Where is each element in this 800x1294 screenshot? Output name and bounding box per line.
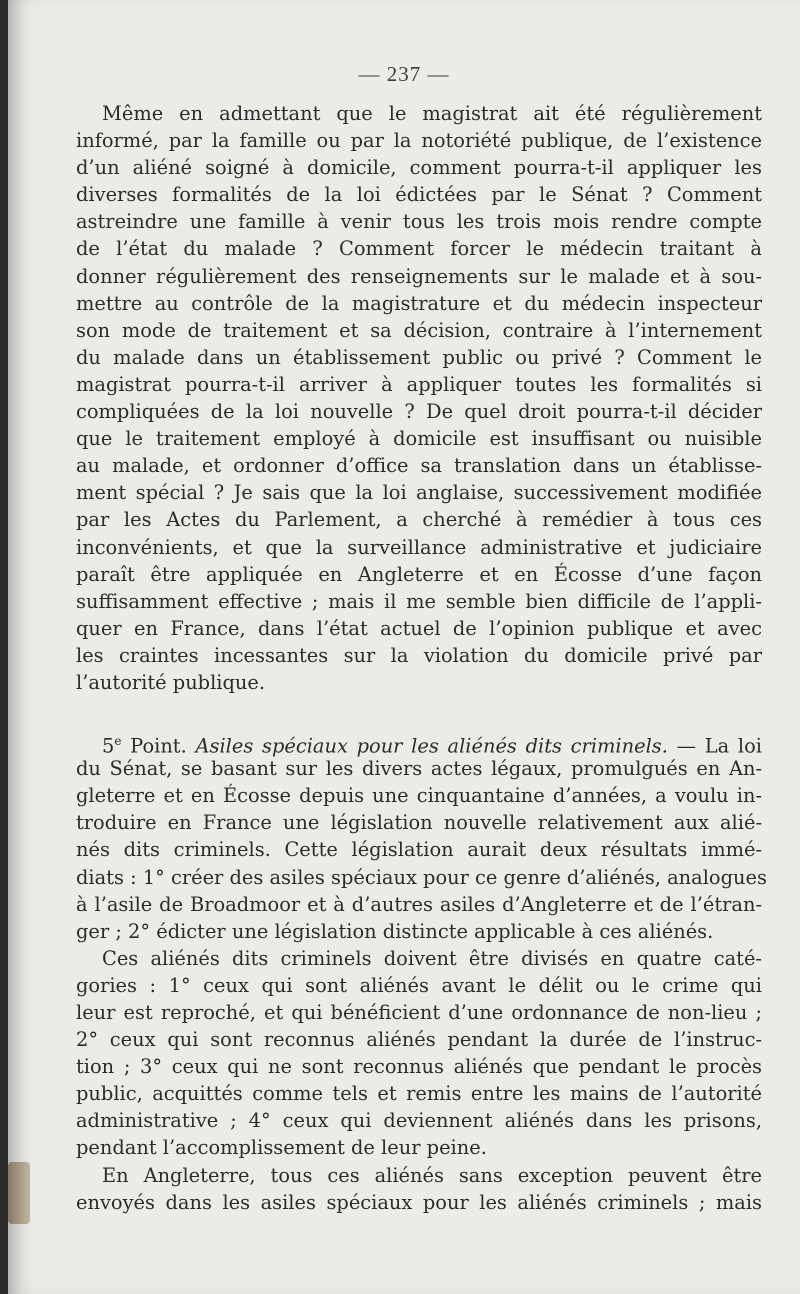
text-line: mettre au contrôle de la magistrature et du médecin inspecteur [76, 291, 762, 315]
text-line: ger ; 2° édicter une législation distincte applicable à ces aliénés. [76, 919, 714, 943]
book-page [8, 0, 800, 1294]
text-line: quer en France, dans l’état actuel de l’opinion publique et avec [76, 616, 762, 640]
text-line: par les Actes du Parlement, a cherché à remédier à tous ces [76, 508, 762, 532]
text-line: diats : 1° créer des asiles spéciaux pour ce genre d’aliénés, analogues [76, 865, 767, 889]
text-line: l’autorité publique. [76, 670, 266, 694]
paragraph-1 [76, 100, 762, 696]
text-line: du Sénat, se basant sur les divers actes légaux, promulgués en An- [76, 757, 762, 781]
text-line: de l’état du malade ? Comment forcer le médecin traitant à [76, 237, 762, 261]
binding-edge-mark [8, 1162, 30, 1224]
text-line: à l’asile de Broadmoor et à d’autres asiles d’Angleterre et de l’étran- [76, 892, 762, 916]
section-heading-line [76, 728, 762, 758]
text-line: donner régulièrement des renseignements sur le malade et à sou- [76, 264, 762, 288]
text-line: inconvénients, et que la surveillance administrative et judiciaire [76, 535, 762, 559]
section-gap [76, 696, 762, 728]
text-line: du malade dans un établissement public ou privé ? Comment le [76, 345, 762, 369]
text-line: astreindre une famille à venir tous les trois mois rendre compte [76, 210, 762, 234]
text-line: compliquées de la loi nouvelle ? De quel droit pourra-t-il décider [76, 400, 762, 424]
text-line: gleterre et en Écosse depuis une cinquantaine d’années, a voulu in- [76, 784, 762, 808]
text-line: nés dits criminels. Cette législation aurait deux résultats immé- [76, 838, 762, 862]
paragraph-2 [76, 728, 767, 945]
text-line: d’un aliéné soigné à domicile, comment pourra-t-il appliquer les [76, 156, 762, 180]
text-line: les craintes incessantes sur la violation du domicile privé par [76, 643, 762, 667]
text-line: 2° ceux qui sont reconnus aliénés pendant la durée de l’instruc- [76, 1028, 762, 1052]
paragraph-4 [76, 1162, 762, 1216]
text-line: troduire en France une législation nouvelle relativement aux alié- [76, 811, 762, 835]
text-line: son mode de traitement et sa décision, contraire à l’internement [76, 318, 762, 342]
heading-ordinal: e [114, 734, 122, 749]
text-line: leur est reproché, et qui bénéficient d’une ordonnance de non-lieu ; [76, 1001, 762, 1024]
paragraph-3 [76, 945, 762, 1162]
text-line: tion ; 3° ceux qui ne sont reconnus aliénés que pendant le procès [76, 1055, 762, 1079]
body-text [76, 100, 767, 1216]
text-line: administrative ; 4° ceux qui deviennent aliénés dans les prisons, [76, 1109, 762, 1133]
text-line: suffisamment effective ; mais il me semble bien difficile de l’appli- [76, 589, 762, 613]
text-line: envoyés dans les asiles spéciaux pour les aliénés criminels ; mais [76, 1190, 762, 1214]
heading-title: Asiles spéciaux pour les aliénés dits criminels. [195, 734, 668, 758]
text-line: paraît être appliquée en Angleterre et en Écosse d’une façon [76, 562, 762, 586]
text-line: Ces aliénés dits criminels doivent être divisés en quatre caté- [102, 946, 762, 970]
page-number: — 237 — [358, 62, 450, 86]
text-line: Même en admettant que le magistrat ait été régulièrement [102, 102, 762, 125]
heading-label: Point. [121, 734, 196, 758]
text-line: pendant l’accomplissement de leur peine. [76, 1136, 487, 1160]
text-line: informé, par la famille ou par la notoriété publique, de l’existence [76, 129, 762, 153]
text-line: public, acquittés comme tels et remis entre les mains de l’autorité [76, 1082, 762, 1106]
heading-number: 5 [102, 734, 115, 758]
heading-continuation: — La loi [667, 734, 762, 758]
text-line: gories : 1° ceux qui sont aliénés avant le délit ou le crime qui [76, 973, 762, 997]
text-line: que le traitement employé à domicile est insuffisant ou nuisible [76, 427, 762, 451]
text-line: au malade, et ordonner d’office sa translation dans un établisse- [76, 454, 762, 478]
text-line: ment spécial ? Je sais que la loi anglaise, successivement modifiée [76, 481, 762, 505]
text-line: En Angleterre, tous ces aliénés sans exception peuvent être [102, 1163, 762, 1187]
text-line: diverses formalités de la loi édictées par le Sénat ? Comment [76, 183, 762, 207]
text-line: magistrat pourra-t-il arriver à appliquer toutes les formalités si [76, 372, 762, 396]
